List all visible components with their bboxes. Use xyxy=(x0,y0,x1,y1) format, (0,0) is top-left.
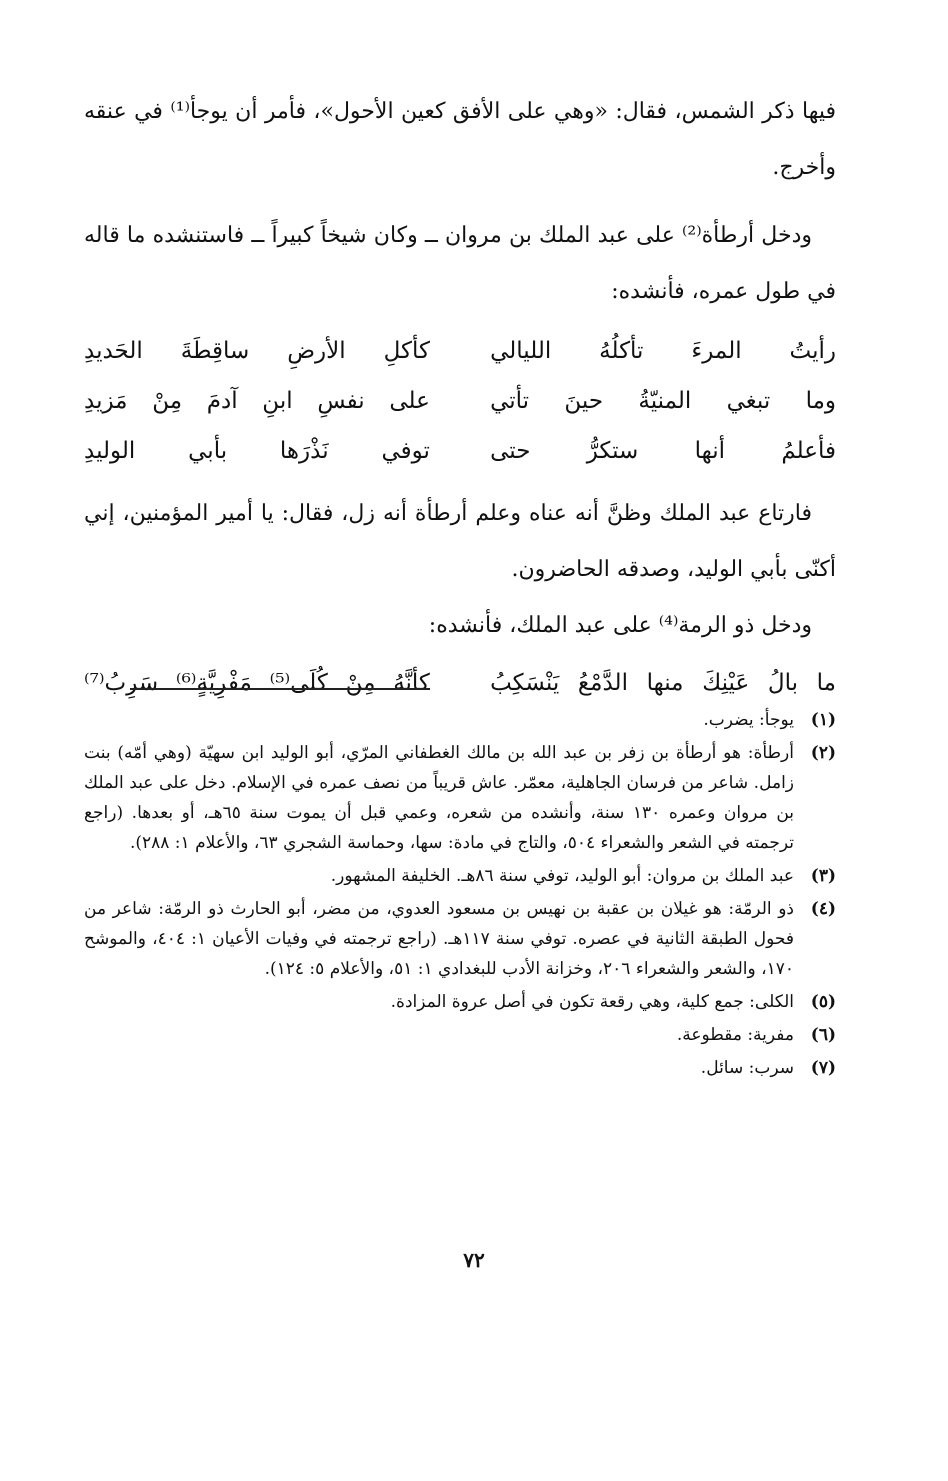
paragraph-3: فارتاع عبد الملك وظنَّ أنه عناه وعلم أرطأة أنه زل، فقال: يا أمير المؤمنين، إني أكنّى بأبي الوليد، وصدقه الحاضرون. xyxy=(84,501,836,582)
footnote-text: عبد الملك بن مروان: أبو الوليد، توفي سنة ٨٦هـ. الخليفة المشهور. xyxy=(330,866,794,886)
paragraph-2: ودخل أرطأة⁽²⁾ على عبد الملك بن مروان ــ وكان شيخاً كبيراً ــ فاستنشده ما قاله في طول عمره، فأنشده: xyxy=(84,223,836,304)
verse-hemistich-left: كأكلِ الأرضِ ساقِطَةَ الحَديدِ xyxy=(84,338,430,364)
page-number: ٧٢ xyxy=(463,1248,485,1272)
poem-2 xyxy=(84,658,836,708)
verse-hemistich-right: فأعلمُ أنها ستكرُّ حتى xyxy=(490,438,836,464)
footnote-item xyxy=(84,1053,836,1083)
footnote-number: (١) xyxy=(810,710,836,730)
footnote-separator xyxy=(130,688,430,690)
footnote-number: (٧) xyxy=(810,1058,836,1078)
footnote-item xyxy=(84,987,836,1017)
footnote-text: سرب: سائل. xyxy=(700,1058,794,1078)
footnote-text: الكلى: جمع كلية، وهي رقعة تكون في أصل عروة المزادة. xyxy=(390,992,794,1012)
verse-line xyxy=(84,376,836,426)
footnote-item xyxy=(84,894,836,984)
verse-hemistich-left: توفي نَذْرَها بأبي الوليدِ xyxy=(84,438,430,464)
footnote-item xyxy=(84,1020,836,1050)
footnote-text: مفرية: مقطوعة. xyxy=(676,1025,794,1045)
verse-hemistich-right: وما تبغي المنيّةُ حينَ تأتي xyxy=(490,388,836,414)
verse-line xyxy=(84,426,836,476)
footnotes xyxy=(84,705,836,1086)
verse-line xyxy=(84,326,836,376)
footnote-number: (٥) xyxy=(810,992,836,1012)
footnote-number: (٤) xyxy=(810,899,836,919)
verse-hemistich-left: كأنَّهُ مِنْ كُلَى⁽⁵⁾ مَفْرِيَّةٍ⁽⁶⁾ سَرِبُ⁽⁷⁾ xyxy=(84,670,430,696)
paragraph-1: فيها ذكر الشمس، فقال: «وهي على الأفق كعين الأحول»، فأمر أن يوجأ⁽¹⁾ في عنقه وأخرج. xyxy=(84,99,836,180)
footnote-item xyxy=(84,705,836,735)
footnote-text: يوجأ: يضرب. xyxy=(703,710,794,730)
footnote-text: ذو الرمّة: هو غيلان بن عقبة بن نهيس بن مسعود العدوي، من مضر، أبو الحارث ذو الرمّة: شاعر من فحول الطبقة الثانية في عصره. توفي سنة ١١٧هـ. (راجع ترجمته في وفيات الأعيان ١: ٤٠٤، والموشح ١٧٠، والشعر والشعراء ٢٠٦، وخزانة الأدب للبغدادي ١: ٥١، والأعلام ٥: ١٢٤). xyxy=(84,899,794,979)
verse-hemistich-right: ما بالُ عَيْنِكَ منها الدَّمْعُ يَنْسَكِبُ xyxy=(490,670,836,696)
footnote-number: (٢) xyxy=(810,743,836,763)
footnote-item xyxy=(84,738,836,858)
footnote-item xyxy=(84,861,836,891)
main-text xyxy=(84,84,836,708)
footnote-number: (٦) xyxy=(810,1025,836,1045)
verse-hemistich-right: رأيتُ المرءَ تأكلُهُ الليالي xyxy=(490,338,836,364)
verse-hemistich-left: على نفسِ ابنِ آدمَ مِنْ مَزيدِ xyxy=(84,388,430,414)
poem-1 xyxy=(84,326,836,476)
paragraph-4: ودخل ذو الرمة⁽⁴⁾ على عبد الملك، فأنشده: xyxy=(428,613,812,638)
footnote-number: (٣) xyxy=(810,866,836,886)
footnote-text: أرطأة: هو أرطأة بن زفر بن عبد الله بن مالك الغطفاني المرّي، أبو الوليد ابن سهيّة (وهي أمّه) بنت زامل. شاعر من فرسان الجاهلية، معمّر. عاش قريباً من نصف عمره في الإسلام. دخل على عبد الملك بن مروان وعمره ١٣٠ سنة، وأنشده من شعره، وعمي قبل أن يموت سنة ٦٥هـ، أو بعدها. (راجع ترجمته في الشعر والشعراء ٥٠٤، والتاج في مادة: سها، وحماسة الشجري ٦٣، والأعلام ١: ٢٨٨). xyxy=(84,743,794,853)
